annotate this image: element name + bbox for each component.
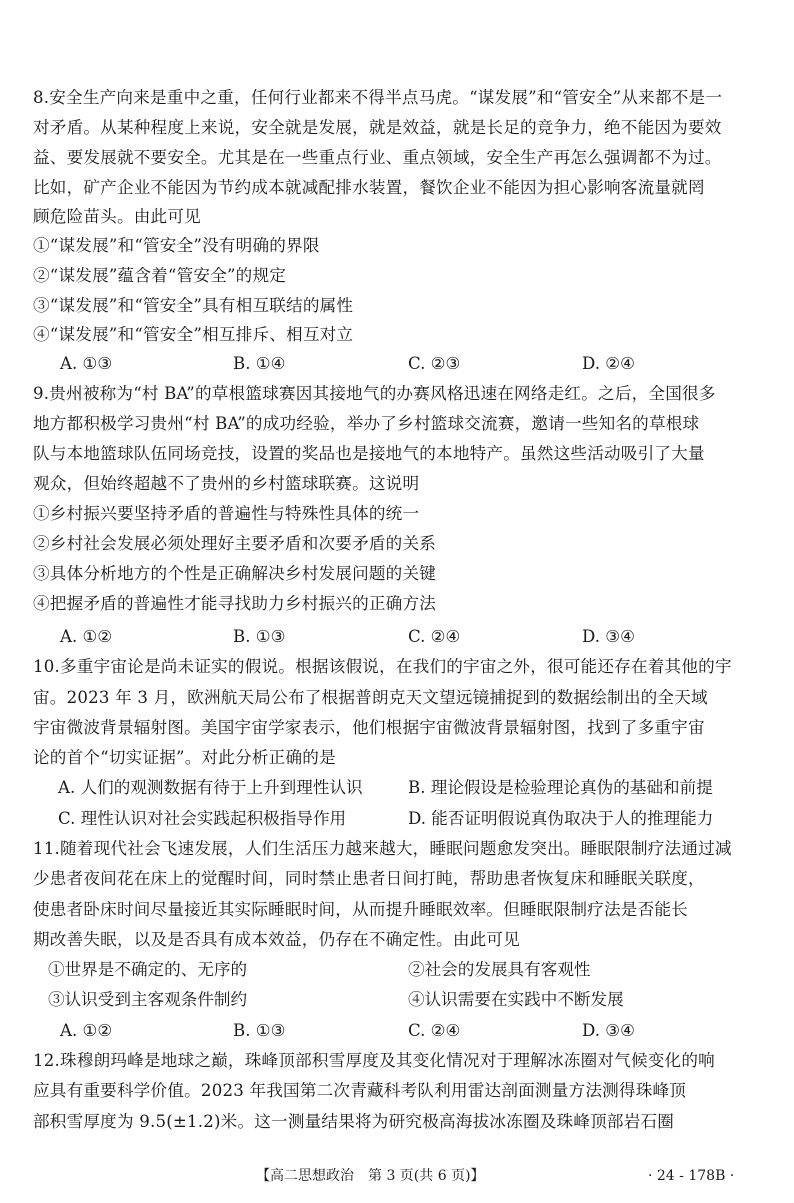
- q11-line-2: 少患者夜间花在床上的觉醒时间，同时禁止患者日间打盹，帮助患者恢复床和睡眠关联度，: [33, 869, 705, 888]
- q8-line-2: 对矛盾。从某种程度上来说，安全就是发展，就是效益，就是长足的竞争力，绝不能因为要效: [33, 118, 722, 137]
- q9-item-1: ①乡村振兴要坚持矛盾的普遍性与特殊性具体的统一: [33, 504, 420, 523]
- q8-line-1: 8.安全生产向来是重中之重，任何行业都来不得半点马虎。“谋发展”和“管安全”从来都不是一: [33, 88, 723, 107]
- q9-choice-d: D. ③④: [582, 627, 636, 646]
- q11-item-2: ②社会的发展具有客观性: [408, 960, 591, 979]
- q10-choice-c: C. 理性认识对社会实践起积极指导作用: [58, 809, 347, 828]
- q9-line-1: 9.贵州被称为“村 BA”的草根篮球赛因其接地气的办赛风格迅速在网络走红。之后，全国很多: [33, 384, 716, 403]
- q11-item-3: ③认识受到主客观条件制约: [48, 990, 248, 1009]
- q11-line-3: 使患者卧床时间尽量接近其实际睡眠时间，从而提升睡眠效率。但睡眠限制疗法是否能长: [33, 900, 688, 919]
- q9-choice-a: A. ①②: [60, 627, 113, 646]
- q11-item-4: ④认识需要在实践中不断发展: [408, 990, 624, 1009]
- q8-line-3: 益、要发展就不要安全。尤其是在一些重点行业、重点领域，安全生产再怎么强调都不为过。: [33, 148, 722, 167]
- q8-item-4: ④“谋发展”和“管安全”相互排斥、相互对立: [33, 325, 354, 344]
- q8-choice-a: A. ①③: [60, 354, 113, 373]
- q10-line-4: 论的首个“切实证据”。对此分析正确的是: [33, 748, 336, 767]
- q8-choice-b: B. ①④: [233, 354, 286, 373]
- q11-line-1: 11.随着现代社会飞速发展，人们生活压力越来越大，睡眠问题愈发突出。睡眠限制疗法通过减: [33, 839, 732, 858]
- q10-choice-a: A. 人们的观测数据有待于上升到理性认识: [58, 778, 363, 797]
- q8-choice-c: C. ②③: [408, 354, 461, 373]
- q10-choice-d: D. 能否证明假说真伪取决于人的推理能力: [408, 809, 714, 828]
- q8-item-3: ③“谋发展”和“管安全”具有相互联结的属性: [33, 296, 354, 315]
- q10-line-2: 宙。2023 年 3 月，欧洲航天局公布了根据普朗克天文望远镜捕捉到的数据绘制出的全天域: [33, 688, 708, 707]
- q10-line-1: 10.多重宇宙论是尚未证实的假说。根据该假说，在我们的宇宙之外，很可能还存在着其他的宇: [33, 657, 732, 676]
- q9-line-2: 地方都积极学习贵州“村 BA”的成功经验，举办了乡村篮球交流赛，邀请一些知名的草根球: [33, 414, 700, 433]
- q8-item-1: ①“谋发展”和“管安全”没有明确的界限: [33, 236, 320, 255]
- q11-item-1: ①世界是不确定的、无序的: [48, 960, 248, 979]
- q12-line-3: 部积雪厚度为 9.5(±1.2)米。这一测量结果将为研究极高海拔冰冻圈及珠峰顶部岩石圈: [33, 1112, 675, 1131]
- q10-line-3: 宇宙微波背景辐射图。美国宇宙学家表示，他们根据宇宙微波背景辐射图，找到了多重宇宙: [33, 718, 705, 737]
- q8-choice-d: D. ②④: [582, 354, 636, 373]
- q12-line-1: 12.珠穆朗玛峰是地球之巅，珠峰顶部积雪厚度及其变化情况对于理解冰冻圈对气候变化的响: [33, 1051, 715, 1070]
- q11-choice-a: A. ①②: [60, 1021, 113, 1040]
- q11-choice-c: C. ②④: [408, 1021, 461, 1040]
- q9-item-2: ②乡村社会发展必须处理好主要矛盾和次要矛盾的关系: [33, 534, 437, 553]
- q8-item-2: ②“谋发展”蕴含着“管安全”的规定: [33, 266, 287, 285]
- q9-item-4: ④把握矛盾的普遍性才能寻找助力乡村振兴的正确方法: [33, 594, 437, 613]
- q9-line-4: 观众，但始终超越不了贵州的乡村篮球联赛。这说明: [33, 474, 420, 493]
- q12-line-2: 应具有重要科学价值。2023 年我国第二次青藏科考队利用雷达剖面测量方法测得珠峰顶: [33, 1081, 687, 1100]
- q11-choice-d: D. ③④: [582, 1021, 636, 1040]
- q11-choice-b: B. ①③: [233, 1021, 286, 1040]
- q9-item-3: ③具体分析地方的个性是正确解决乡村发展问题的关键: [33, 564, 437, 583]
- q8-line-5: 顾危险苗头。由此可见: [33, 207, 201, 226]
- q9-choice-c: C. ②④: [408, 627, 461, 646]
- q9-line-3: 队与本地篮球队伍同场竞技，设置的奖品也是接地气的本地特产。虽然这些活动吸引了大量: [33, 444, 705, 463]
- page-footer-code: · 24 - 178B ·: [648, 1168, 735, 1184]
- q8-line-4: 比如，矿产企业不能因为节约成本就减配排水装置，餐饮企业不能因为担心影响客流量就罔: [33, 178, 705, 197]
- q9-choice-b: B. ①③: [233, 627, 286, 646]
- q11-line-4: 期改善失眠，以及是否具有成本效益，仍存在不确定性。由此可见: [33, 930, 521, 949]
- q10-choice-b: B. 理论假设是检验理论真伪的基础和前提: [408, 778, 713, 797]
- page-footer-label: 【高二思想政治 第 3 页(共 6 页)】: [256, 1168, 485, 1184]
